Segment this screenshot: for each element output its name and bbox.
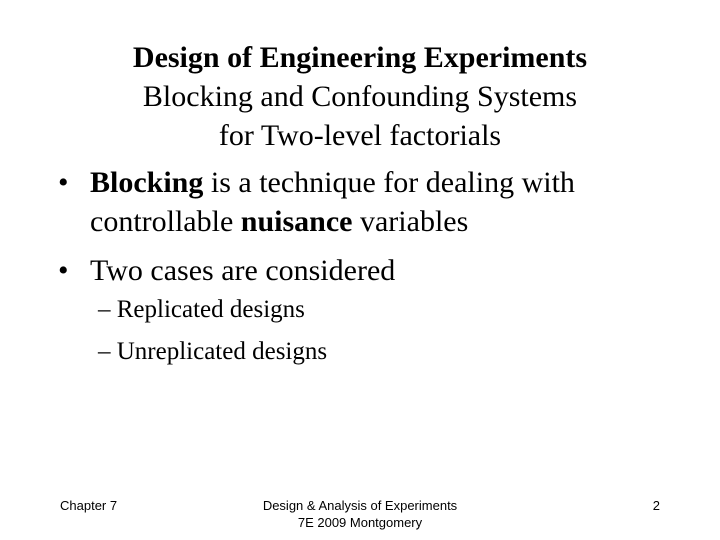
sub-bullet-replicated: – Replicated designs [98,296,305,323]
title-line-3: for Two-level factorials [218,119,502,152]
bold-term-blocking: Blocking [90,166,204,199]
footer-course [210,497,510,531]
bullet-item-cases [58,251,698,290]
footer-course-line-1: Design & Analysis of Experiments [262,498,458,513]
bullet-text: Two cases are considered [90,254,396,287]
bullet-line [90,163,698,202]
footer-chapter: Chapter 7 [60,498,118,513]
bullet-item-blocking [58,163,698,241]
bullet-marker: • [58,254,69,287]
page-number: 2 [652,498,660,513]
bullet-marker: • [58,166,69,199]
bullet-text: variables [352,205,469,238]
title-line-2: Blocking and Confounding Systems [142,80,578,113]
sub-bullet-unreplicated: – Unreplicated designs [98,338,328,365]
sub-bullet-list [98,289,327,373]
footer-course-line-2: 7E 2009 Montgomery [297,515,423,530]
slide-title [60,38,660,155]
bullet-text: is a technique for dealing with [203,166,575,199]
title-line-1: Design of Engineering Experiments [132,41,588,74]
bullet-text: controllable [90,205,241,238]
bullet-line [90,202,698,241]
bold-term-nuisance: nuisance [240,205,353,238]
bullet-list [58,163,698,300]
